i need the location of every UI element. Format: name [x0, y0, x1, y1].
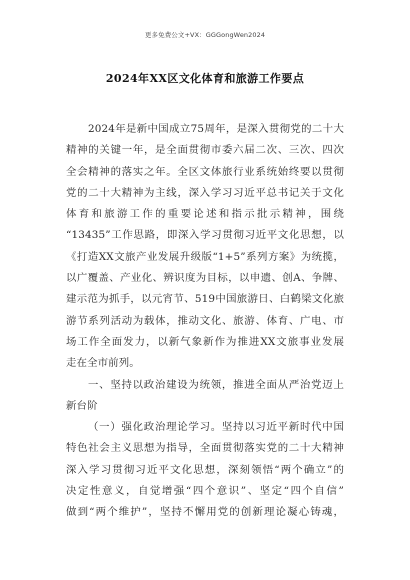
paragraph-line: 党的二十大精神为主线，深入学习习近平总书记关于文化 — [66, 186, 344, 199]
paragraph-line: 2024年是新中国成立75周年，是深入贯彻党的二十大 — [88, 123, 344, 135]
document-body — [66, 119, 344, 524]
section-heading-line: 新台阶 — [66, 399, 98, 412]
paragraph-line: 以广覆盖、产业化、辨识度为目标，以申遗、创A、争牌、 — [66, 272, 344, 285]
section-heading-line: 一、坚持以政治建设为统领，推进全面从严治党迈上 — [88, 378, 344, 391]
paragraph-line: 《打造XX文旅产业发展升级版“1+5”系列方案》为统揽， — [66, 250, 344, 263]
paragraph-line: 特色社会主义思想为指导，全面贯彻落实党的二十大精神 — [66, 442, 344, 455]
paragraph-line: “13435”工作思路，即深入学习贯彻习近平文化思想，以 — [66, 229, 344, 242]
paragraph-line: 全会精神的落实之年。全区文体旅行业系统始终要以贯彻 — [66, 165, 344, 178]
paragraph-line: 场工作全面发力，以新气象新作为推进XX文旅事业发展 — [66, 335, 344, 348]
paragraph-line: 建示范为抓手，以元宵节、519中国旅游日、白鹤梁文化旅 — [66, 293, 344, 306]
paragraph-line: 游节系列活动为载体，推动文化、旅游、体育、广电、市 — [66, 314, 344, 327]
header-note: 更多免费公文+VX：GGGongWen2024 — [144, 31, 266, 39]
paragraph-line: 精神的关键一年，是全面贯彻市委六届二次、三次、四次 — [66, 144, 344, 157]
paragraph-line: 走在全市前列。 — [66, 357, 140, 370]
paragraph-line: 深入学习贯彻习近平文化思想，深刻领悟“两个确立”的 — [66, 463, 344, 476]
paragraph-line: 决定性意义，自觉增强“四个意识”、坚定“四个自信” — [66, 485, 344, 498]
document-title: 2024年XX区文化体育和旅游工作要点 — [105, 72, 305, 85]
paragraph-line: 做到“两个维护”，坚持不懈用党的创新理论凝心铸魂， — [66, 506, 344, 519]
paragraph-line: 体育和旅游工作的重要论述和指示批示精神，围绕 — [66, 208, 344, 221]
paragraph-line: （一）强化政治理论学习。坚持以习近平新时代中国 — [88, 421, 344, 434]
